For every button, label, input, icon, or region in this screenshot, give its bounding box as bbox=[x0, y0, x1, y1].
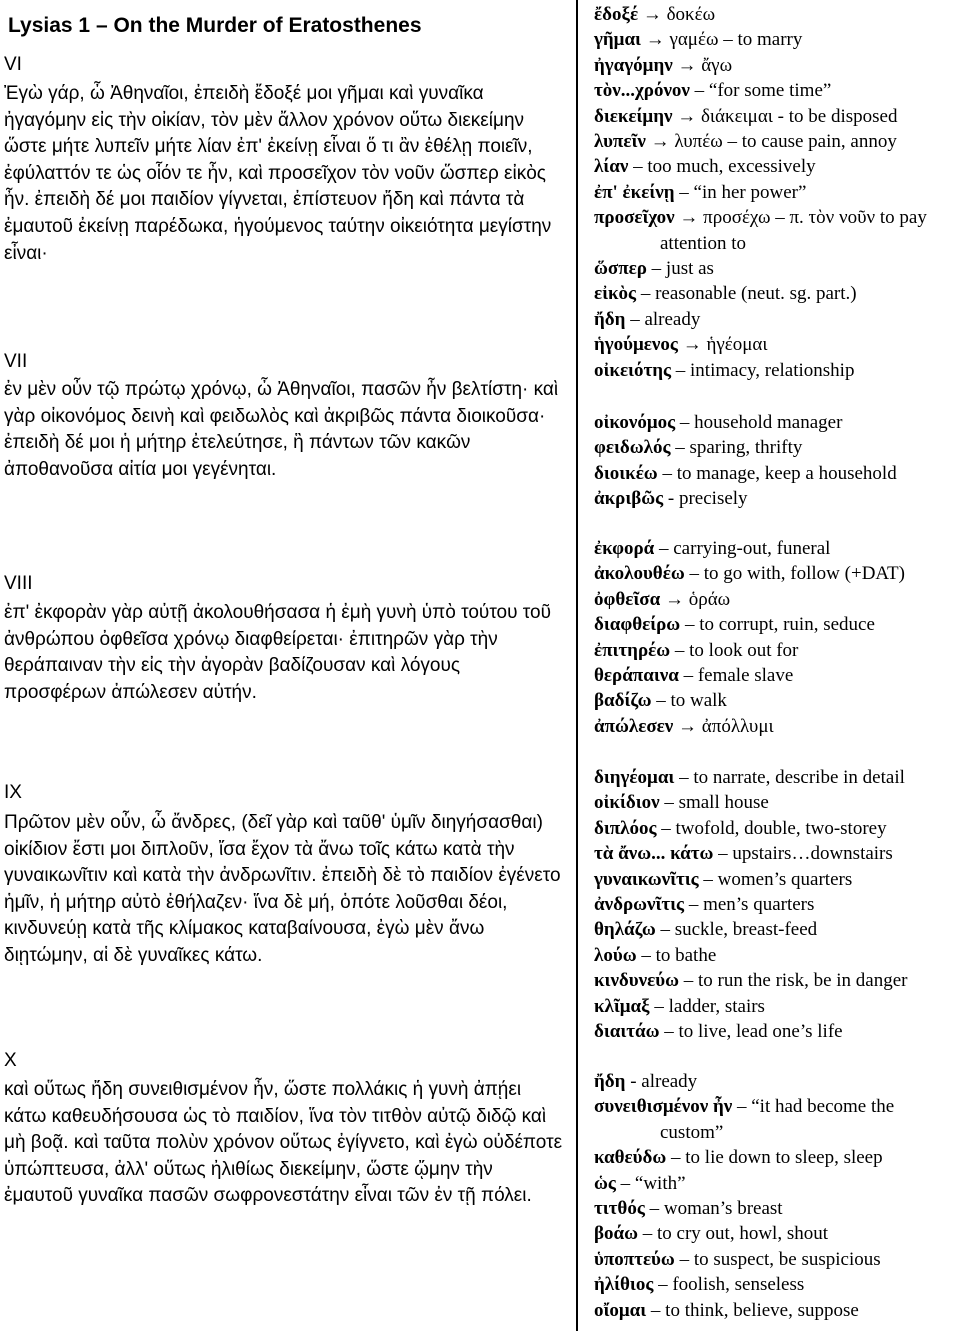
vocab-separator: – bbox=[655, 919, 675, 941]
vocab-gloss: precisely bbox=[678, 488, 748, 510]
vocab-term: φειδωλός bbox=[594, 437, 671, 459]
vocab-term: διαφθείρω bbox=[594, 614, 681, 636]
vocab-term: οἴομαι bbox=[594, 1299, 647, 1321]
vocab-entry bbox=[594, 435, 960, 460]
vocab-gloss: ὁράω bbox=[688, 588, 731, 610]
vocab-separator: – bbox=[659, 792, 679, 814]
vocab-entry bbox=[594, 1298, 960, 1323]
vocab-entry bbox=[594, 332, 960, 357]
vocab-entry bbox=[594, 307, 960, 332]
vocab-gloss: female slave bbox=[697, 665, 794, 687]
vocab-separator: – bbox=[671, 359, 691, 381]
vocab-entry bbox=[594, 256, 960, 281]
vocab-entry bbox=[594, 461, 960, 486]
vocab-separator: → bbox=[672, 105, 701, 127]
vocab-term: γῆμαι bbox=[594, 29, 641, 51]
vocab-entry bbox=[594, 841, 960, 866]
vocab-gloss: προσέχω – π. τὸν νοῦν to pay attention to bbox=[660, 207, 927, 254]
vocab-separator: – bbox=[713, 843, 733, 865]
section-numeral: IX bbox=[4, 782, 22, 803]
vocab-gloss: suckle, breast-feed bbox=[674, 919, 818, 941]
section-numeral: VII bbox=[4, 351, 28, 372]
vocab-entry bbox=[594, 1221, 960, 1246]
vocab-term: διπλόος bbox=[594, 817, 657, 839]
vocab-entry bbox=[594, 638, 960, 663]
vocab-separator: – bbox=[636, 944, 656, 966]
vocab-entry bbox=[594, 1247, 960, 1272]
vocab-separator: – bbox=[653, 1274, 673, 1296]
vocab-term: ἀνδρωνῖτις bbox=[594, 894, 685, 916]
vocab-gloss: household manager bbox=[694, 412, 843, 433]
vocab-term: λούω bbox=[594, 944, 637, 966]
vocab-term: τιτθός bbox=[594, 1198, 645, 1220]
vocab-entry bbox=[594, 2, 960, 27]
vocab-separator: – bbox=[649, 995, 669, 1017]
vocab-term: ἀκριβῶς bbox=[594, 488, 664, 510]
vocab-gloss: to walk bbox=[670, 690, 727, 712]
vocab-term: τὸν...χρόνον bbox=[594, 80, 690, 102]
vocab-term: βοάω bbox=[594, 1223, 639, 1245]
vocab-term: καθεύδω bbox=[594, 1147, 667, 1169]
section-text: ἐν μὲν οὖν τῷ πρώτῳ χρόνῳ, ὦ Ἀθηναῖοι, πασῶν ἦν βελτίστη· καὶ γὰρ οἰκονόμος δεινὴ καὶ φειδωλὸς καὶ ἀκριβῶς πάντα διοικοῦσα· ἐπειδὴ δέ μοι ἡ μήτηρ ἐτελεύτησε, ἣ πάντων τῶν κακῶν ἀποθανοῦσα αἰτία μοι γεγένηται. bbox=[4, 379, 559, 480]
section-numeral: VI bbox=[4, 54, 22, 75]
section-text: Ἐγὼ γάρ, ὦ Ἀθηναῖοι, ἐπειδὴ ἔδοξέ μοι γῆμαι καὶ γυναῖκα ἠγαγόμην εἰς τὴν οἰκίαν, τὸν μὲν ἄλλον χρόνον οὕτω διεκείμην ὥστε μήτε λυπεῖν μήτε λίαν ἐπ' ἐκείνῃ εἶναι ὅ τι ἂν ἐθέλῃ ποιεῖν, ἐφύλαττόν τε ὡς οἷόν τε ἦν, καὶ προσεῖχον τὸν νοῦν ὥσπερ εἰκὸς ἦν. ἐπειδὴ δέ μοι παιδίον γίγνεται, ἐπίστευον ἤδη καὶ πάντα τὰ ἐμαυτοῦ ἐκείνῃ παρέδωκα, ἡγούμενος ταύτην οἰκειότητα μεγίστην εἶναι· bbox=[4, 83, 552, 264]
vocab-entry bbox=[594, 205, 960, 256]
vocab-separator: – bbox=[689, 80, 709, 102]
vocab-entry bbox=[594, 129, 960, 154]
vocab-entry bbox=[594, 104, 960, 129]
vocab-term: ὀφθεῖσα bbox=[594, 588, 661, 610]
vocab-separator: – bbox=[651, 690, 671, 712]
vocab-gloss: γαμέω – to marry bbox=[669, 29, 803, 51]
vocab-gloss: small house bbox=[678, 792, 769, 814]
vocab-separator: → bbox=[645, 131, 675, 153]
vocab-separator: – bbox=[657, 462, 677, 484]
vocab-separator: – bbox=[684, 894, 704, 916]
vocab-gloss: to live, lead one’s life bbox=[678, 1021, 843, 1043]
vocab-term: λυπεῖν bbox=[594, 131, 646, 153]
vocab-separator: – bbox=[678, 665, 698, 687]
section-text: ἐπ' ἐκφορὰν γὰρ αὐτῇ ἀκολουθήσασα ἡ ἐμὴ γυνὴ ὑπὸ τούτου τοῦ ἀνθρώπου ὀφθεῖσα χρόνῳ διαφθείρεται· ἐπιτηρῶν γὰρ τὴν θεράπαιναν τὴν εἰς τὴν ἀγορὰν βαδίζουσαν καὶ λόγους προσφέρων ἀπώλεσεν αὐτήν. bbox=[4, 602, 551, 703]
vocab-separator: – bbox=[680, 614, 700, 636]
vocab-gloss: to run the risk, be in danger bbox=[698, 970, 908, 992]
vocab-entry bbox=[594, 1171, 960, 1196]
vocab-separator: → bbox=[638, 4, 667, 25]
vocab-entry bbox=[594, 1069, 960, 1094]
section-text: Πρῶτον μὲν οὖν, ὦ ἄνδρες, (δεῖ γὰρ καὶ ταῦθ' ὑμῖν διηγήσασθαι) οἰκίδιον ἔστι μοι διπλοῦν, ἴσα ἔχον τὰ ἄνω τοῖς κάτω κατὰ τὴν γυναικωνῖτιν καὶ κατὰ τὴν ἀνδρωνῖτιν. ἐπειδὴ δὲ τὸ παιδίον ἐγένετο ἡμῖν, ἡ μήτηρ αὐτὸ ἐθήλαζεν· ἵνα δὲ μή, ὁπότε λοῦσθαι δέοι, κινδυνεύῃ κατὰ τῆς κλίμακος καταβαίνουσα, ἐγὼ μὲν ἄνω διῃτώμην, αἱ δὲ γυναῖκες κάτω. bbox=[4, 812, 561, 966]
vocab-term: ὥσπερ bbox=[594, 258, 647, 280]
vocab-term: λίαν bbox=[594, 156, 629, 178]
vocab-term: ὑποπτεύω bbox=[594, 1248, 675, 1270]
vocab-separator: – bbox=[732, 1096, 752, 1118]
vocab-group bbox=[594, 765, 960, 1044]
vocab-term: ἀκολουθέω bbox=[594, 563, 685, 585]
vocab-entry bbox=[594, 154, 960, 179]
vocab-term: ἠγαγόμην bbox=[594, 54, 673, 76]
vocab-gloss: women’s quarters bbox=[717, 868, 853, 890]
vocab-term: ἔδοξέ bbox=[594, 4, 639, 25]
vocab-group bbox=[594, 1069, 960, 1323]
vocab-gloss: intimacy, relationship bbox=[690, 359, 855, 381]
vocab-term: οἰκειότης bbox=[594, 359, 672, 381]
vocab-entry bbox=[594, 78, 960, 103]
vocab-separator: – bbox=[675, 412, 695, 433]
vocab-gloss: reasonable (neut. sg. part.) bbox=[655, 283, 857, 305]
vocab-term: ἤδη bbox=[594, 1071, 626, 1092]
vocab-gloss: ladder, stairs bbox=[668, 995, 765, 1017]
vocab-entry bbox=[594, 1272, 960, 1297]
vocab-gloss: twofold, double, two-storey bbox=[675, 817, 887, 839]
vocab-gloss: already bbox=[641, 1071, 698, 1092]
vocab-group bbox=[594, 536, 960, 739]
vocab-entry bbox=[594, 53, 960, 78]
vocab-gloss: “with” bbox=[634, 1172, 686, 1194]
vocab-separator: – bbox=[698, 868, 718, 890]
section-numeral: X bbox=[4, 1050, 17, 1071]
vocab-gloss: to suspect, be suspicious bbox=[693, 1248, 881, 1270]
vocab-entry bbox=[594, 1145, 960, 1170]
vocab-separator: – bbox=[636, 283, 656, 305]
vocab-gloss: διάκειμαι - to be disposed bbox=[700, 105, 898, 127]
vocab-entry bbox=[594, 663, 960, 688]
vocab-gloss: “in her power” bbox=[693, 181, 807, 203]
vocab-separator: → bbox=[672, 54, 702, 76]
vocab-term: εἰκὸς bbox=[594, 283, 637, 305]
vocab-term: ἡγούμενος bbox=[594, 334, 678, 356]
vocab-entry bbox=[594, 180, 960, 205]
vocab-term: γυναικωνῖτις bbox=[594, 868, 699, 890]
vocab-gloss: to lie down to sleep, sleep bbox=[685, 1147, 883, 1169]
column-divider bbox=[576, 0, 578, 1331]
vocab-gloss: “it had become the custom” bbox=[660, 1096, 895, 1143]
vocab-entry bbox=[594, 917, 960, 942]
vocab-entry bbox=[594, 1196, 960, 1221]
vocab-gloss: woman’s breast bbox=[663, 1198, 783, 1220]
vocab-entry bbox=[594, 1019, 960, 1044]
vocab-gloss: ἡγέομαι bbox=[706, 334, 768, 356]
vocab-separator: – bbox=[674, 767, 694, 788]
vocab-separator: → bbox=[673, 715, 702, 737]
vocab-term: ἐκφορά bbox=[594, 538, 655, 559]
vocab-term: ἤδη bbox=[594, 308, 626, 330]
vocab-term: θεράπαινα bbox=[594, 665, 679, 687]
vocab-entry bbox=[594, 765, 960, 790]
vocab-term: βαδίζω bbox=[594, 690, 652, 712]
vocab-group bbox=[594, 2, 960, 383]
vocab-entry bbox=[594, 994, 960, 1019]
vocab-gloss: to corrupt, ruin, seduce bbox=[699, 614, 875, 636]
vocab-separator: – bbox=[666, 1147, 686, 1169]
vocab-separator: – bbox=[646, 258, 666, 280]
vocab-entry bbox=[594, 27, 960, 52]
vocab-entry bbox=[594, 943, 960, 968]
vocab-gloss: to bathe bbox=[655, 944, 717, 966]
vocab-gloss: upstairs…downstairs bbox=[732, 843, 893, 865]
vocab-separator: – bbox=[644, 1198, 664, 1220]
vocab-gloss: to look out for bbox=[689, 639, 799, 661]
vocab-term: ὡς bbox=[594, 1172, 616, 1194]
vocab-separator: – bbox=[679, 970, 699, 992]
vocab-term: θηλάζω bbox=[594, 919, 656, 941]
vocab-term: προσεῖχον bbox=[594, 207, 675, 229]
vocab-separator: – bbox=[638, 1223, 658, 1245]
vocab-entry bbox=[594, 1094, 960, 1145]
document-title: Lysias 1 – On the Murder of Eratosthenes bbox=[8, 14, 422, 37]
vocab-group bbox=[594, 410, 960, 512]
vocab-separator: – bbox=[684, 563, 704, 585]
vocab-gloss: “for some time” bbox=[708, 80, 832, 102]
vocab-term: κλῖμαξ bbox=[594, 995, 650, 1017]
vocab-term: διαιτάω bbox=[594, 1021, 660, 1043]
vocab-term: ἠλίθιος bbox=[594, 1274, 654, 1296]
vocab-separator: – bbox=[674, 1248, 694, 1270]
vocab-separator: → bbox=[660, 588, 689, 610]
vocab-separator: – bbox=[674, 181, 694, 203]
vocab-gloss: to cry out, howl, shout bbox=[657, 1223, 829, 1245]
vocab-gloss: too much, excessively bbox=[647, 156, 816, 178]
vocab-term: συνειθισμένον ἦν bbox=[594, 1096, 733, 1118]
vocab-term: κινδυνεύω bbox=[594, 970, 680, 992]
vocab-gloss: men’s quarters bbox=[703, 894, 815, 916]
vocab-separator: – bbox=[615, 1172, 635, 1194]
vocab-entry bbox=[594, 816, 960, 841]
vocab-gloss: δοκέω bbox=[666, 4, 716, 25]
vocab-term: διοικέω bbox=[594, 462, 658, 484]
vocab-separator: – bbox=[656, 817, 676, 839]
vocab-entry bbox=[594, 688, 960, 713]
vocab-entry bbox=[594, 561, 960, 586]
vocab-entry bbox=[594, 892, 960, 917]
vocab-term: διηγέομαι bbox=[594, 767, 675, 788]
vocab-separator: – bbox=[670, 639, 690, 661]
vocab-gloss: to narrate, describe in detail bbox=[693, 767, 905, 788]
vocab-entry bbox=[594, 714, 960, 739]
vocab-separator: - bbox=[663, 488, 679, 510]
vocab-entry bbox=[594, 358, 960, 383]
vocab-term: διεκείμην bbox=[594, 105, 673, 127]
vocab-entry bbox=[594, 410, 960, 435]
vocab-gloss: ἄγω bbox=[701, 54, 733, 76]
vocab-gloss: already bbox=[644, 308, 701, 330]
vocab-entry bbox=[594, 790, 960, 815]
vocab-separator: - bbox=[625, 1071, 642, 1092]
vocab-separator: → bbox=[640, 29, 670, 51]
vocab-separator: – bbox=[628, 156, 648, 178]
vocab-gloss: λυπέω – to cause pain, annoy bbox=[674, 131, 897, 153]
section-numeral: VIII bbox=[4, 573, 33, 594]
vocab-entry bbox=[594, 536, 960, 561]
vocab-gloss: to go with, follow (+DAT) bbox=[703, 563, 905, 585]
vocab-gloss: sparing, thrifty bbox=[689, 437, 803, 459]
vocab-entry bbox=[594, 968, 960, 993]
vocab-separator: → bbox=[677, 334, 707, 356]
vocab-entry bbox=[594, 587, 960, 612]
vocab-term: οἰκονόμος bbox=[594, 412, 676, 433]
vocab-separator: – bbox=[654, 538, 674, 559]
vocab-separator: – bbox=[659, 1021, 679, 1043]
vocab-term: ἐπιτηρέω bbox=[594, 639, 671, 661]
vocab-term: τὰ ἄνω... κάτω bbox=[594, 843, 714, 865]
vocab-separator: – bbox=[646, 1299, 666, 1321]
vocab-entry bbox=[594, 612, 960, 637]
vocab-entry bbox=[594, 486, 960, 511]
vocab-entry bbox=[594, 281, 960, 306]
vocab-separator: – bbox=[670, 437, 690, 459]
vocab-gloss: to manage, keep a household bbox=[676, 462, 897, 484]
vocab-gloss: to think, believe, suppose bbox=[665, 1299, 859, 1321]
vocab-separator: → bbox=[674, 207, 704, 229]
vocab-term: ἀπώλεσεν bbox=[594, 715, 674, 737]
vocab-term: ἐπ' ἐκείνῃ bbox=[594, 181, 675, 203]
vocab-term: οἰκίδιον bbox=[594, 792, 660, 814]
vocab-gloss: foolish, senseless bbox=[672, 1274, 805, 1296]
section-text: καὶ οὕτως ἤδη συνειθισμένον ἦν, ὥστε πολλάκις ἡ γυνὴ ἀπῄει κάτω καθευδήσουσα ὡς τὸ παιδίον, ἵνα τὸν τιτθὸν αὐτῷ διδῷ καὶ μὴ βοᾷ. καὶ ταῦτα πολὺν χρόνον οὕτως ἐγίγνετο, καὶ ἐγὼ οὐδέποτε ὑπώπτευσα, ἀλλ' οὕτως ἠλιθίως διεκείμην, ὥστε ᾤμην τὴν ἐμαυτοῦ γυναῖκα πασῶν σωφρονεστάτην εἶναι τῶν ἐν τῇ πόλει. bbox=[4, 1079, 563, 1207]
vocab-gloss: ἀπόλλυμι bbox=[701, 715, 774, 737]
vocab-entry bbox=[594, 867, 960, 892]
vocab-gloss: carrying-out, funeral bbox=[673, 538, 831, 559]
vocab-gloss: just as bbox=[665, 258, 714, 280]
vocab-separator: – bbox=[625, 308, 645, 330]
